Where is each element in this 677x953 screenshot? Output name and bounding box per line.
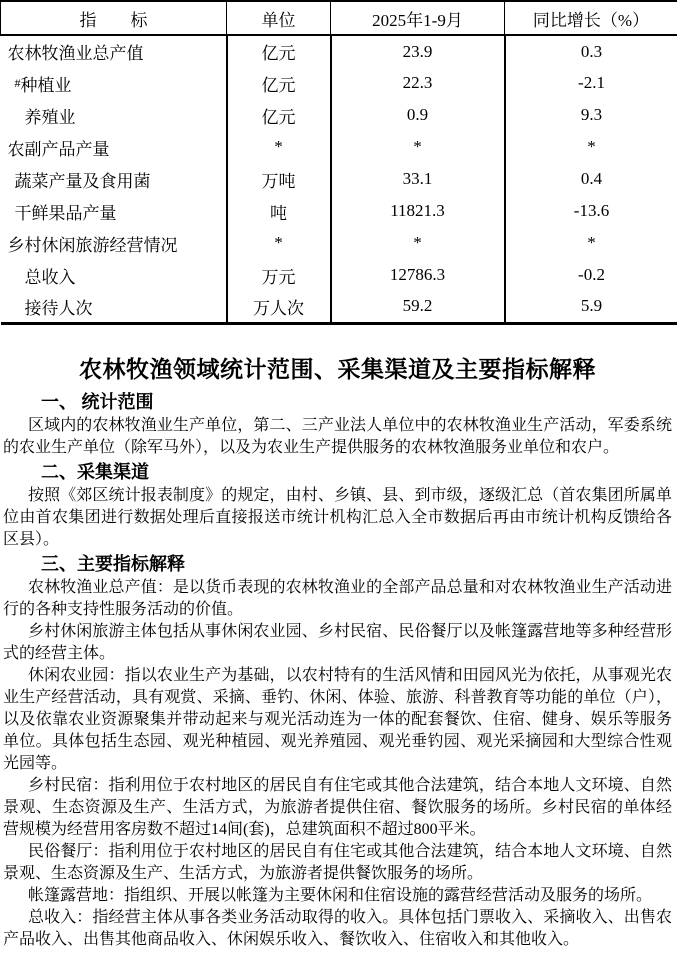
growth-cell: -13.6 xyxy=(573,201,610,220)
table-row xyxy=(1,291,677,323)
table-row xyxy=(1,35,677,67)
paragraph: 按照《郊区统计报表制度》的规定，由村、乡镇、县、到市级，逐级汇总（首农集团所属单位由首农集团进行数据处理后直接报送市统计机构汇总入全市数据后再由市统计机构反馈给各区县）。 xyxy=(3,486,672,548)
growth-cell: -2.1 xyxy=(578,73,605,92)
unit-cell: 万元 xyxy=(227,259,331,291)
value-cell: 22.3 xyxy=(331,67,505,99)
header-indicator: 指 标 xyxy=(1,1,227,35)
section-heading: 一、 统计范围 xyxy=(41,391,154,412)
table-row xyxy=(1,195,677,227)
table-header-row xyxy=(1,1,677,35)
value-cell: 12786.3 xyxy=(331,259,505,291)
table-row xyxy=(1,163,677,195)
header-growth: 同比增长（%） xyxy=(505,1,677,35)
unit-cell: * xyxy=(227,131,331,163)
table-body xyxy=(1,35,677,323)
header-period: 2025年1-9月 xyxy=(331,1,505,35)
article xyxy=(0,355,677,951)
table-header xyxy=(1,1,677,35)
paragraph: 乡村民宿：指利用位于农村地区的居民自有住宅或其他合法建筑，结合本地人文环境、自然景观、生态资源及生产、生活方式，为旅游者提供住宿、餐饮服务的场所。乡村民宿的单体经营规模为经营用客房数不超过14间(套)，总建筑面积不超过800平米。 xyxy=(3,776,672,838)
unit-cell: 亿元 xyxy=(227,35,331,67)
unit-cell: 万吨 xyxy=(227,163,331,195)
unit-cell: 万人次 xyxy=(227,291,331,323)
growth-cell: -0.2 xyxy=(578,265,605,284)
indicator-cell: 接待人次 xyxy=(1,291,227,323)
of-which-prefix: # xyxy=(14,75,21,90)
table-row xyxy=(1,67,677,99)
indicator-cell: 养殖业 xyxy=(1,99,227,131)
indicator-cell: 总收入 xyxy=(1,259,227,291)
paragraph: 区域内的农林牧渔业生产单位，第二、三产业法人单位中的农林牧渔业生产活动，军委系统的农业生产单位（除军马外），以及为农业生产提供服务的农林牧渔服务业单位和农户。 xyxy=(3,416,672,456)
paragraph: 帐篷露营地：指组织、开展以帐篷为主要休闲和住宿设施的露营经营活动及服务的场所。 xyxy=(28,886,653,904)
table-row xyxy=(1,227,677,259)
value-cell: 23.9 xyxy=(331,35,505,67)
unit-cell: 吨 xyxy=(227,195,331,227)
article-sections xyxy=(3,391,672,951)
indicator-cell: 干鲜果品产量 xyxy=(1,195,227,227)
article-title: 农林牧渔领域统计范围、采集渠道及主要指标解释 xyxy=(79,356,596,382)
paragraph: 民俗餐厅：指利用位于农村地区的居民自有住宅或其他合法建筑，结合本地人文环境、自然景观、生态资源及生产、生活方式，为旅游者提供餐饮服务的场所。 xyxy=(3,842,672,882)
growth-cell: 0.4 xyxy=(580,169,603,188)
unit-cell: * xyxy=(227,227,331,259)
indicator-cell: #种植业 xyxy=(1,67,227,99)
unit-cell: 亿元 xyxy=(227,99,331,131)
value-cell: 0.9 xyxy=(331,99,505,131)
growth-cell: * xyxy=(587,137,596,156)
value-cell: 33.1 xyxy=(331,163,505,195)
paragraph: 农林牧渔业总产值：是以货币表现的农林牧渔业的全部产品总量和对农林牧渔业生产活动进行的各种支持性服务活动的价值。 xyxy=(3,578,672,618)
indicator-cell: 蔬菜产量及食用菌 xyxy=(1,163,227,195)
table-row xyxy=(1,259,677,291)
paragraph: 休闲农业园：指以农业生产为基础，以农村特有的生活风情和田园风光为依托，从事观光农业生产经营活动，具有观赏、采摘、垂钓、休闲、体验、旅游、科普教育等功能的单位（户），以及依靠农业资源聚集并带动起来与观光活动连为一体的配套餐饮、住宿、健身、娱乐等服务单位。具体包括生态园、观光种植园、观光养殖园、观光垂钓园、观光采摘园和大型综合性观光园等。 xyxy=(3,666,672,772)
indicator-cell: 农林牧渔业总产值 xyxy=(1,35,227,67)
value-cell: * xyxy=(331,131,505,163)
stat-table xyxy=(0,0,677,325)
growth-cell: 9.3 xyxy=(580,105,603,124)
value-cell: 59.2 xyxy=(331,291,505,323)
section-heading: 三、主要指标解释 xyxy=(41,553,185,574)
table-row xyxy=(1,99,677,131)
table-row xyxy=(1,131,677,163)
indicator-cell: 农副产品产量 xyxy=(1,131,227,163)
paragraph: 总收入：指经营主体从事各类业务活动取得的收入。具体包括门票收入、采摘收入、出售农产品收入、出售其他商品收入、休闲娱乐收入、餐饮收入、住宿收入和其他收入。 xyxy=(3,908,672,948)
growth-cell: 0.3 xyxy=(580,41,603,61)
header-unit: 单位 xyxy=(227,1,331,35)
indicator-cell: 乡村休闲旅游经营情况 xyxy=(1,227,227,259)
value-cell: * xyxy=(331,227,505,259)
section-heading: 二、采集渠道 xyxy=(41,461,149,482)
value-cell: 11821.3 xyxy=(331,195,505,227)
growth-cell: 5.9 xyxy=(580,296,603,316)
paragraph: 乡村休闲旅游主体包括从事休闲农业园、乡村民宿、民俗餐厅以及帐篷露营地等多种经营形式的经营主体。 xyxy=(3,622,672,662)
unit-cell: 亿元 xyxy=(227,67,331,99)
growth-cell: * xyxy=(587,233,596,252)
